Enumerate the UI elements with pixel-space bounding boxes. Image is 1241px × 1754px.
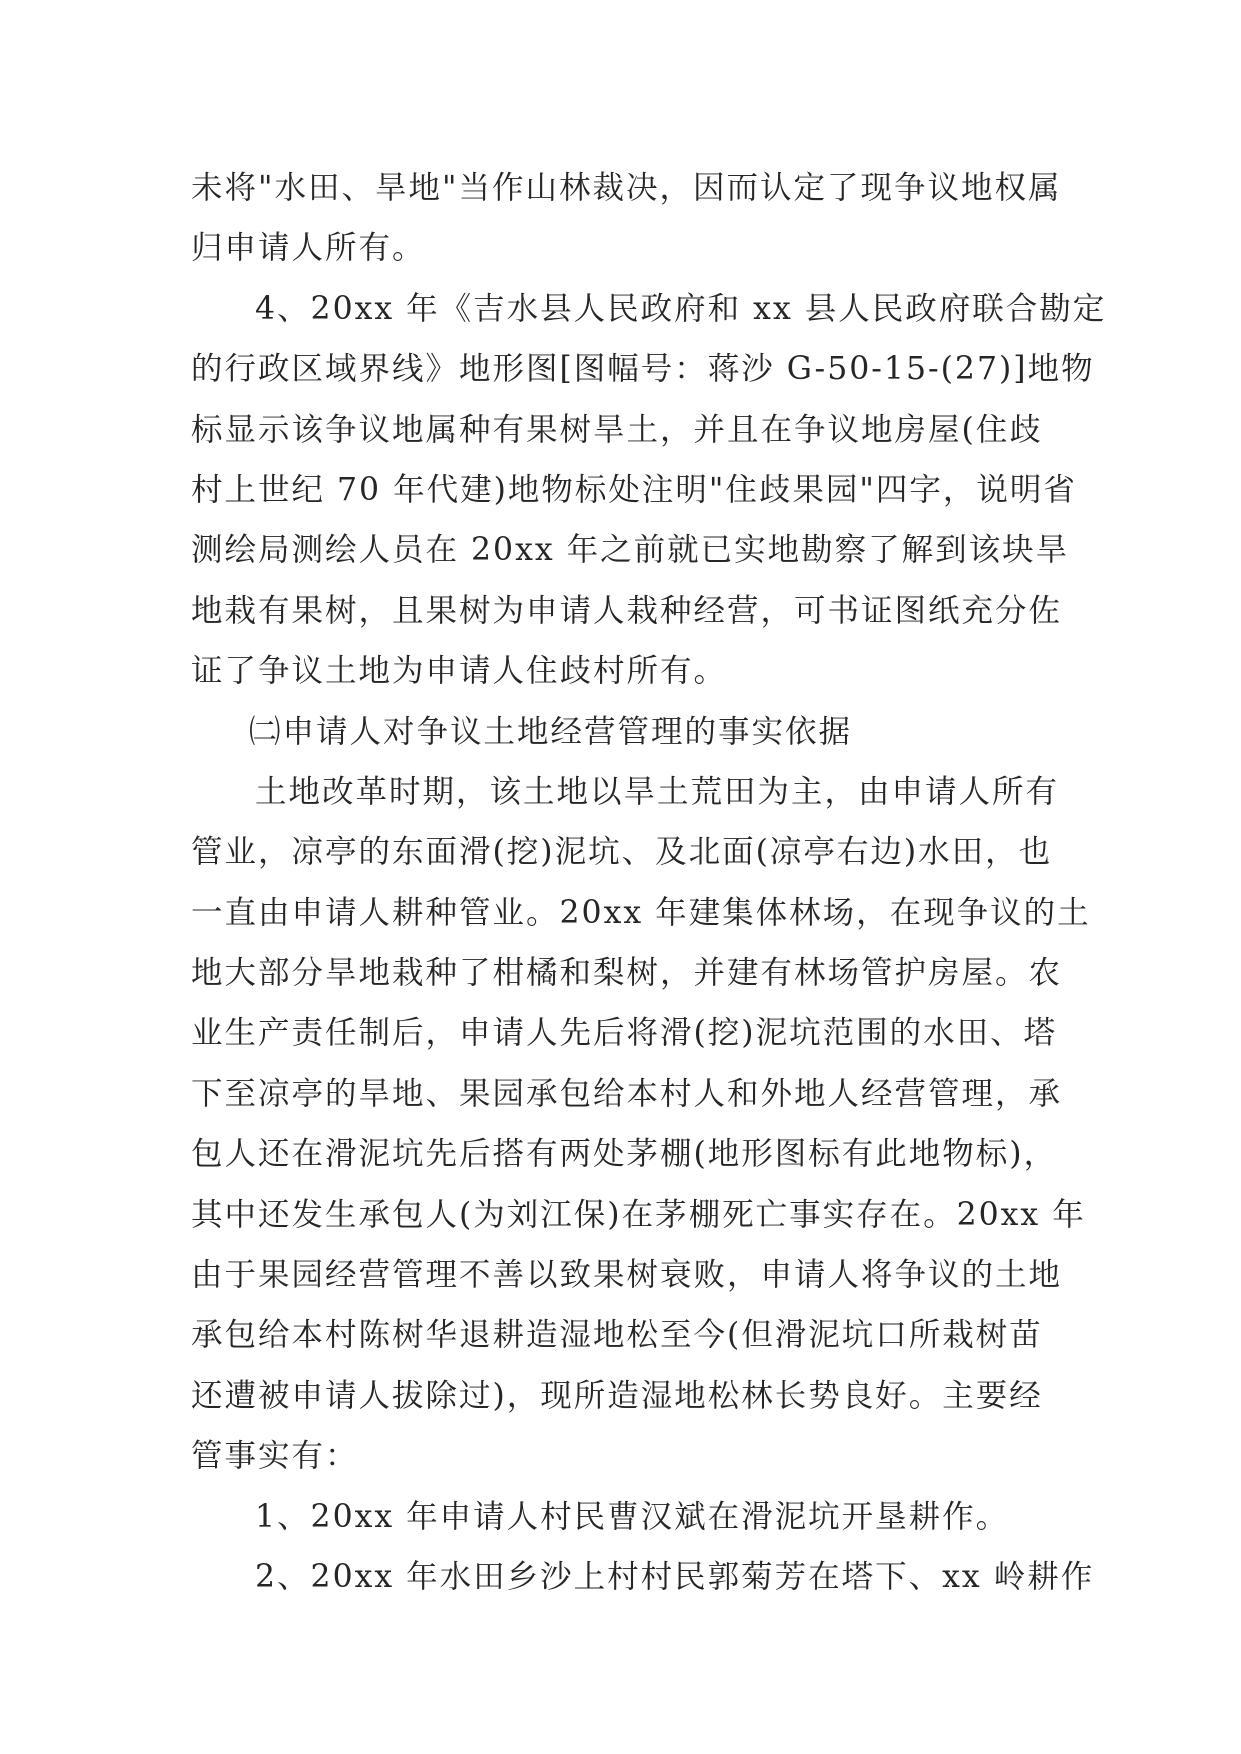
text-line: 管业，凉亭的东面滑(挖)泥坑、及北面(凉亭右边)水田，也 [191, 834, 1053, 871]
text-line: 证了争议土地为申请人住歧村所有。 [191, 653, 728, 690]
text-line: 地大部分旱地栽种了柑橘和梨树，并建有林场管护房屋。农 [191, 955, 1063, 992]
text-line: 土地改革时期，该土地以旱土荒田为主，由申请人所有 [255, 773, 1060, 810]
text-line: 4、20xx 年《吉水县人民政府和 xx 县人民政府联合勘定 [255, 290, 1107, 327]
text-line: 由于果园经营管理不善以致果树衰败，申请人将争议的土地 [191, 1257, 1063, 1294]
text-line: 其中还发生承包人(为刘江保)在茅棚死亡事实存在。20xx 年 [191, 1196, 1086, 1233]
text-line: 还遭被申请人拔除过)，现所造湿地松林长势良好。主要经 [191, 1377, 1043, 1414]
text-line: 村上世纪 70 年代建)地物标处注明"住歧果园"四字，说明省 [191, 471, 1077, 508]
text-line: 下至凉亭的旱地、果园承包给本村人和外地人经营管理，承 [191, 1075, 1063, 1112]
text-line: 归申请人所有。 [191, 230, 426, 267]
text-line: 标显示该争议地属种有果树旱土，并且在争议地房屋(住歧 [191, 411, 1043, 448]
text-line: 一直由申请人耕种管业。20xx 年建集体林场，在现争议的土 [191, 894, 1091, 931]
text-line: 的行政区域界线》地形图[图幅号：蒋沙 G-50-15-(27)]地物 [191, 351, 1095, 388]
document-body [191, 158, 1107, 1607]
section-heading: ㈡申请人对争议土地经营管理的事实依据 [249, 713, 853, 750]
list-item: 2、20xx 年水田乡沙上村村民郭菊芳在塔下、xx 岭耕作 [255, 1558, 1095, 1595]
text-line: 测绘局测绘人员在 20xx 年之前就已实地勘察了解到该块旱 [191, 532, 1070, 569]
list-item: 1、20xx 年申请人村民曹汉斌在滑泥坑开垦耕作。 [255, 1498, 1010, 1535]
text-line: 地栽有果树，且果树为申请人栽种经营，可书证图纸充分佐 [191, 592, 1063, 629]
text-line: 包人还在滑泥坑先后搭有两处茅棚(地形图标有此地物标)， [191, 1136, 1058, 1173]
text-line: 承包给本村陈树华退耕造湿地松至今(但滑泥坑口所栽树苗 [191, 1317, 1043, 1354]
text-line: 未将"水田、旱地"当作山林裁决，因而认定了现争议地权属 [191, 170, 1062, 206]
text-line: 管事实有： [191, 1438, 359, 1475]
text-line: 业生产责任制后，申请人先后将滑(挖)泥坑范围的水田、塔 [191, 1015, 1058, 1052]
